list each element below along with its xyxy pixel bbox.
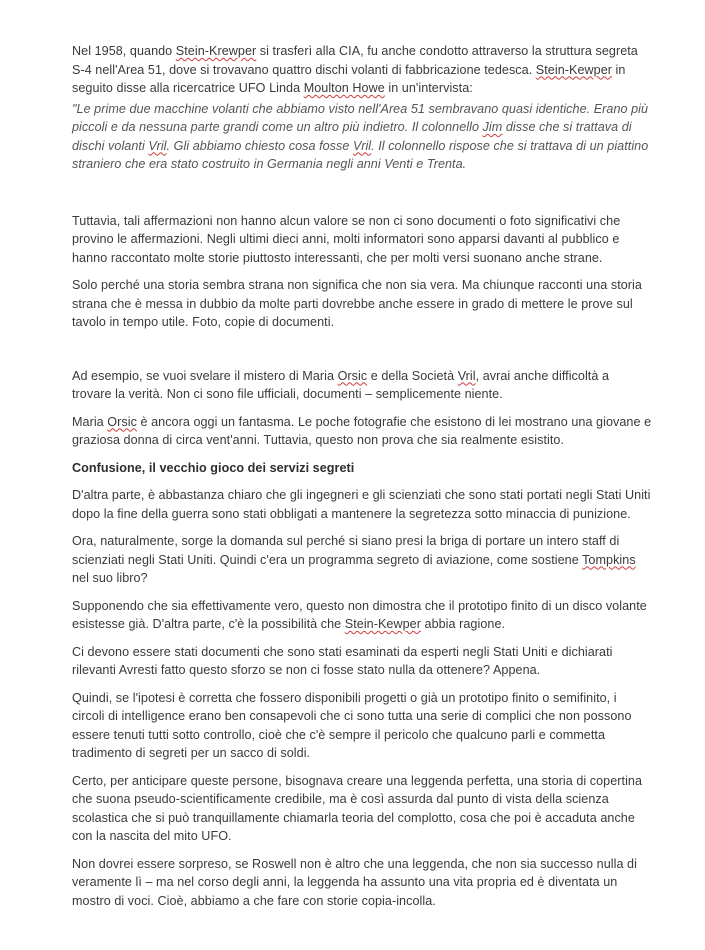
text-run: e della Società [367, 368, 458, 383]
spellcheck-word: Stein-Krewper [175, 44, 257, 58]
paragraph: Tuttavia, tali affermazioni non hanno alcun valore se non ci sono documenti o foto significativi che provino le affermazioni. Negli ultimi dieci anni, molti informatori sono apparsi davanti al pubblico e hanno raccontato molte storie piuttosto interessanti, che per molti versi suonano anche strane. [72, 213, 621, 265]
spellcheck-word: Jim [482, 120, 503, 134]
spellcheck-word: Vril [148, 138, 167, 153]
paragraph [72, 532, 652, 588]
paragraph: Solo perché una storia sembra strana non significa che non sia vera. Ma chiunque racconti una storia strana che è messa in dubbio da molte parti dovrebbe anche essere in grado di mettere le prove sul tavolo in tempo utile. Foto, copie di documenti. [72, 278, 642, 329]
text-run: abbia ragione. [420, 617, 506, 631]
paragraph [72, 597, 652, 634]
text-run: Nel 1958, quando [72, 44, 176, 58]
paragraph: Quindi, se l'ipotesi è corretta che fossero disponibili progetti o già un prototipo finito o semifinito, i circoli di intelligence erano ben consapevoli che ci sono tutta una serie di complici che non possono essere tenuti tutti sotto controllo, cioè che c'è sempre il pericolo che qualcuno parli e commetta tradimento di segreti per un sacco di soldi. [72, 690, 632, 760]
text-run: Supponendo che sia effettivamente vero, questo non dimostra che il prototipo finito di un disco volante esistesse già. D'altra parte, c'è la possibilità che [72, 598, 647, 631]
text-run: Ad esempio, se vuoi svelare il mistero di Maria [72, 368, 338, 383]
text-run: disse che si trattava di dischi volanti [72, 120, 632, 153]
paragraph [72, 367, 652, 404]
spellcheck-word: Tompkins [582, 552, 636, 567]
paragraph-intro [72, 42, 652, 98]
spellcheck-word: Orsic [107, 414, 137, 429]
document-body [72, 42, 652, 919]
text-run: "Le prime due macchine volanti che abbiamo visto nell'Area 51 sembravano quasi identiche. Erano più piccoli e da nessuna parte grandi come un altro più indietro. Il colonnello [72, 101, 649, 134]
spellcheck-word: Vril [457, 368, 476, 383]
paragraph-quote [72, 100, 652, 174]
text-run: in un'intervista: [384, 81, 473, 95]
text-run: . Il colonnello rispose che si trattava di un piattino straniero che era stato costruito in Germania negli anni Venti e Trenta. [72, 138, 649, 171]
spellcheck-word: Orsic [337, 368, 368, 383]
text-run: . Gli abbiamo chiesto cosa fosse [166, 138, 353, 153]
paragraph: Certo, per anticipare queste persone, bisognava creare una leggenda perfetta, una storia di copertina che suona pseudo-scientificamente credibile, ma è così assurda dal punto di vista della scienza scolastica che si può tranquillamente chiamarla teoria del complotto, cosa che poi è accaduta anche con la nascita del mito UFO. [72, 773, 643, 843]
spellcheck-word: Moulton Howe [303, 81, 385, 95]
text-run: nel suo libro? [72, 571, 148, 585]
paragraph [72, 413, 652, 450]
paragraph: Non dovrei essere sorpreso, se Roswell non è altro che una leggenda, che non sia successo nulla di veramente lì – ma nel corso degli anni, la leggenda ha assunto una vita propria ed è diventata un mostro di voci. Cioè, abbiamo a che fare con storie copia-incolla. [72, 856, 637, 908]
paragraph: Ci devono essere stati documenti che sono stati esaminati da esperti negli Stati Uniti e dichiarati rilevanti Avresti fatto questo sforzo se non ci fosse stato nulla da ottenere? Appena. [72, 644, 613, 677]
text-run: in seguito disse alla ricercatrice UFO Linda [72, 62, 626, 95]
text-run: è ancora oggi un fantasma. Le poche fotografie che esistono di lei mostrano una giovane e graziosa donna di circa vent'anni. Tuttavia, questo non prova che sia realmente esistito. [72, 414, 652, 447]
text-run: Ora, naturalmente, sorge la domanda sul perché si siano presi la briga di portare un intero staff di scienziati negli Stati Uniti. Quindi c'era un programma segreto di aviazione, come sostiene [72, 534, 620, 567]
text-run: Maria [72, 414, 108, 429]
spellcheck-word: Stein-Kewper [344, 617, 421, 631]
paragraph: D'altra parte, è abbastanza chiaro che gli ingegneri e gli scienziati che sono stati portati negli Stati Uniti dopo la fine della guerra sono stati obbligati a mantenere la segretezza sotto minaccia di punizione. [72, 488, 651, 521]
spellcheck-word: Vril [352, 138, 372, 153]
text-run: , avrai anche difficoltà a trovare la verità. Non ci sono file ufficiali, documenti – semplicemente niente. [72, 368, 610, 401]
spellcheck-word: Stein-Kewper [535, 62, 612, 77]
section-heading: Confusione, il vecchio gioco dei servizi segreti [72, 460, 355, 475]
text-run: si trasferì alla CIA, fu anche condotto attraverso la struttura segreta S-4 nell'Area 51, dove si trovavano quattro dischi volanti di fabbricazione tedesca. [72, 44, 638, 77]
